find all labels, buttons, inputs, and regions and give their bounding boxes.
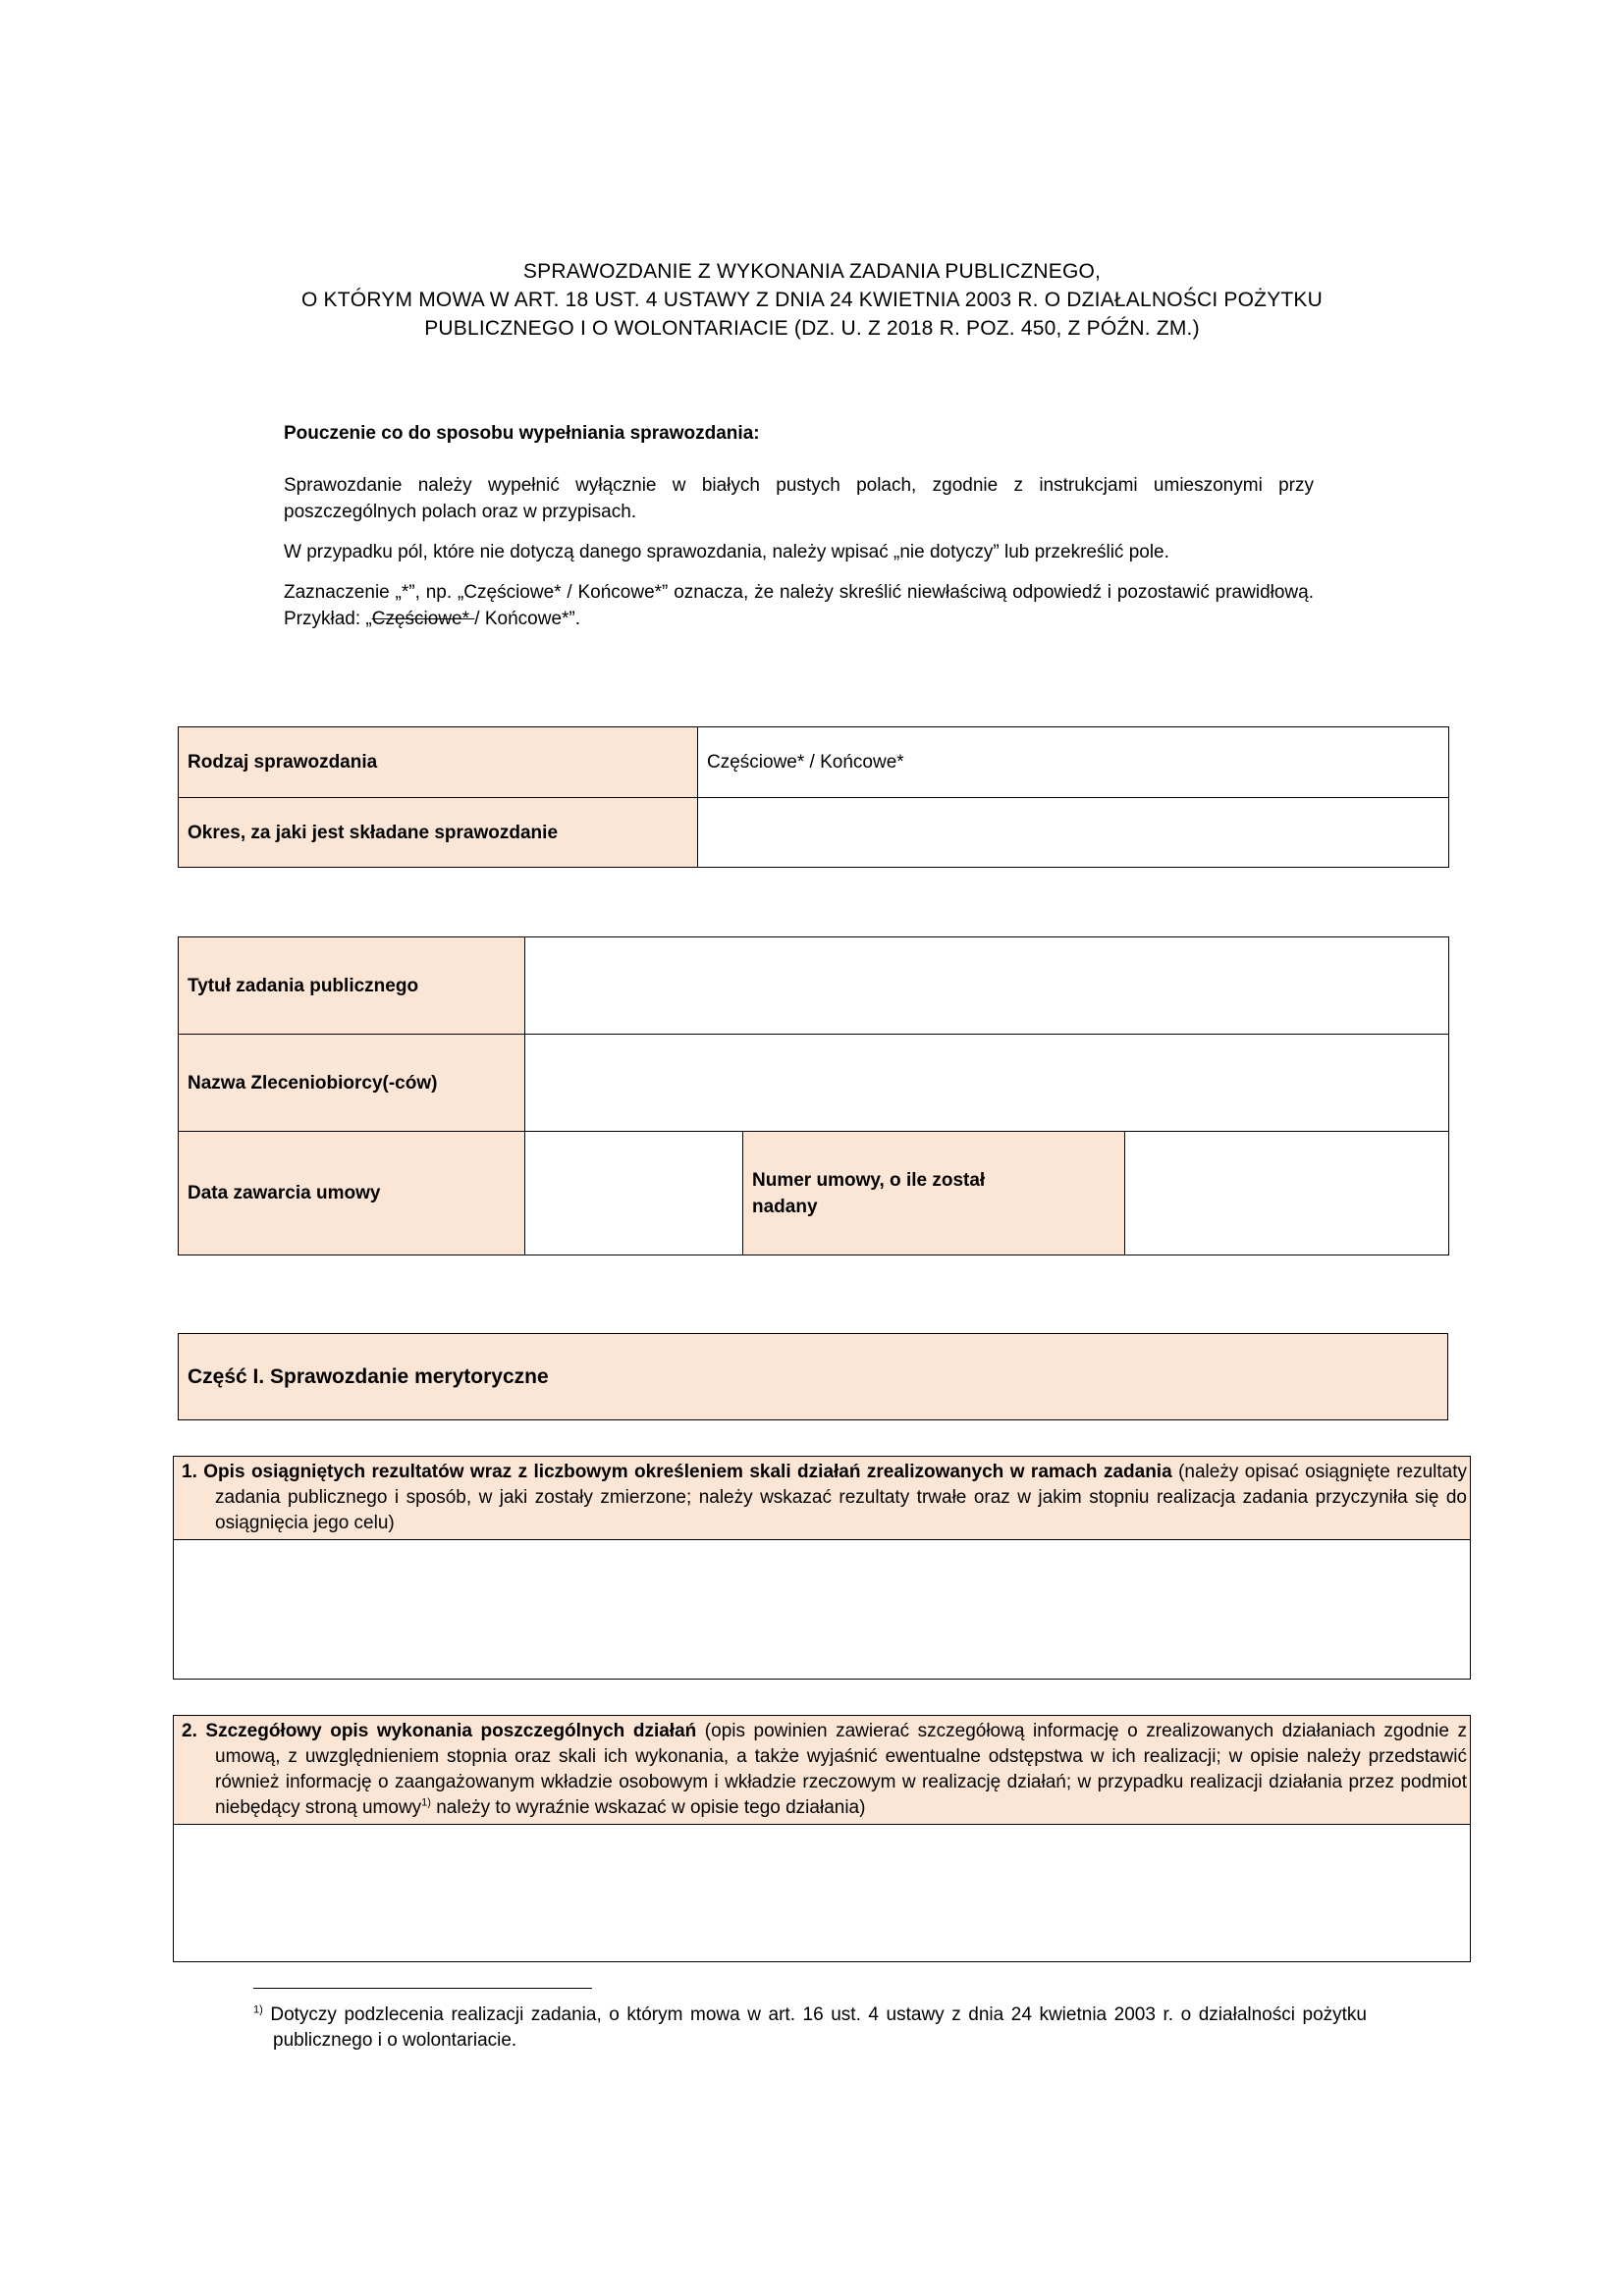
instructions-heading: Pouczenie co do sposobu wypełniania sprawozdania: <box>284 423 760 444</box>
struck-example: Częściowe* <box>371 609 475 629</box>
task-title-label: Tytuł zadania publicznego <box>179 937 525 1035</box>
title-line-3: PUBLICZNEGO I O WOLONTARIACIE (DZ. U. Z 2018 R. POZ. 450, Z PÓŹN. ZM.) <box>424 317 1200 340</box>
section-2-table <box>173 1715 1471 1962</box>
section-1-instructions: (należy opisać osiągnięte rezultaty zadania publicznego i sposób, w jaki zostały zmierzone; należy wskazać rezultaty trwałe oraz w jakim stopniu realizacja zadania przyczyniła się do osiągnięcia jego celu) <box>215 1462 1467 1533</box>
part-1-header-table <box>178 1333 1448 1420</box>
report-period-field[interactable] <box>698 798 1449 868</box>
instructions-paragraph-2: W przypadku pól, które nie dotyczą danego sprawozdania, należy wpisać „nie dotyczy” lub przekreślić pole. <box>284 542 1169 562</box>
title-line-2: O KTÓRYM MOWA W ART. 18 UST. 4 USTAWY Z DNIA 24 KWIETNIA 2003 R. O DZIAŁALNOŚCI POŻYTKU <box>300 289 1324 311</box>
instructions-p3-text: Zaznaczenie „*”, np. „Częściowe* / Końcowe*” oznacza, że należy skreślić niewłaściwą odpowiedź i pozostawić prawidłową. Przykład: „ <box>284 582 1314 629</box>
section-1-heading: 1. Opis osiągniętych rezultatów wraz z liczbowym określeniem skali działań zrealizowanych w ramach zadania <box>182 1462 1172 1482</box>
contract-date-label: Data zawarcia umowy <box>179 1132 525 1255</box>
section-2-instructions: (opis powinien zawierać szczegółową informację o zrealizowanych działaniach zgodnie z umową, z uwzględnieniem stopnia oraz skali ich wykonania, a także wyjaśnić ewentualne odstępstwa w ich realizacji; w opisie należy przedstawić również informację o zaangażowanym wkładzie osobowym i wkładzie rzeczowym w realizację działań; w przypadku realizacji działania przez podmiot niebędący stroną umowy <box>215 1721 1467 1818</box>
footnote-text: Dotyczy podzlecenia realizacji zadania, o którym mowa w art. 16 ust. 4 ustawy z dnia 24 kwietnia 2003 r. o działalności pożytku publicznego i o wolontariacie. <box>262 2004 1367 2051</box>
title-line-1: SPRAWOZDANIE Z WYKONANIA ZADANIA PUBLICZNEGO, <box>522 260 1102 283</box>
contractor-label: Nazwa Zleceniobiorcy(-ców) <box>179 1035 525 1132</box>
document-title <box>177 257 1447 343</box>
report-type-label: Rodzaj sprawozdania <box>179 727 698 798</box>
contractor-field[interactable] <box>525 1035 1449 1132</box>
section-2-instructions-tail: należy to wyraźnie wskazać w opisie tego działania) <box>430 1797 866 1818</box>
section-2-heading: 2. Szczegółowy opis wykonania poszczególnych działań <box>182 1721 697 1741</box>
report-type-table <box>178 726 1449 868</box>
instructions-p3-end: / Końcowe*”. <box>474 609 581 629</box>
contract-number-label: Numer umowy, o ile został nadany <box>743 1132 1125 1255</box>
task-info-table <box>178 936 1449 1255</box>
report-period-label: Okres, za jaki jest składane sprawozdanie <box>179 798 698 868</box>
section-1-table <box>173 1456 1471 1680</box>
section-1-answer-field[interactable] <box>174 1540 1471 1680</box>
footnote-separator <box>253 1988 592 1989</box>
section-1-prompt <box>174 1457 1471 1540</box>
section-2-answer-field[interactable] <box>174 1825 1471 1962</box>
instructions-paragraph-3 <box>284 579 1314 632</box>
instructions-paragraph-1: Sprawozdanie należy wypełnić wyłącznie w białych pustych polach, zgodnie z instrukcjami umieszonymi przy poszczególnych polach oraz w przypisach. <box>284 475 1314 522</box>
section-2-prompt <box>174 1716 1471 1825</box>
footnote <box>253 2002 1367 2054</box>
task-title-field[interactable] <box>525 937 1449 1035</box>
part-1-heading: Część I. Sprawozdanie merytoryczne <box>179 1334 1448 1420</box>
contract-number-field[interactable] <box>1125 1132 1449 1255</box>
report-type-field[interactable]: Częściowe* / Końcowe* <box>698 727 1449 798</box>
footnote-mark: 1) <box>253 2003 263 2016</box>
footnote-reference[interactable]: 1) <box>421 1796 431 1809</box>
instructions <box>284 420 1314 646</box>
contract-date-field[interactable] <box>525 1132 743 1255</box>
